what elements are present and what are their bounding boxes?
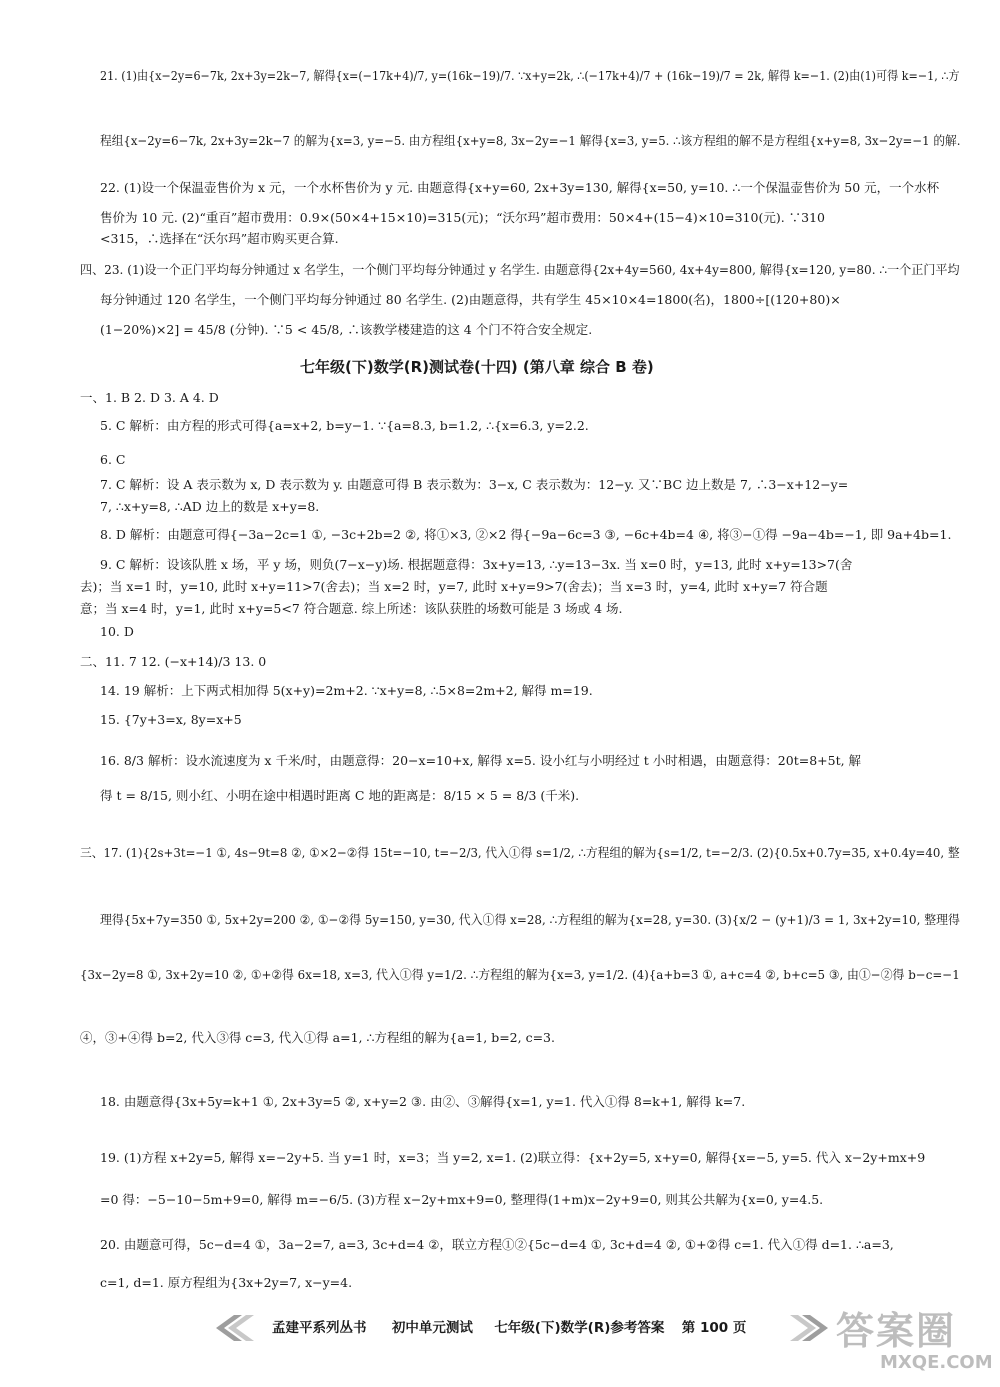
footer-book: 初中单元测试 [391,1320,473,1336]
answer-line: 7, ∴x+y=8, ∴AD 边上的数是 x+y=8. [100,499,320,514]
answer-line: 理得{5x+7y=350 ①, 5x+2y=200 ②, ①−②得 5y=150, y=30, 代入①得 x=28, ∴方程组的解为{x=28, y=30. (3){x/2 − (y+1)/3 = 1, 3x+2y=10, 整理得 [100,912,960,927]
answer-line: 20. 由题意可得，5c−d=4 ①，3a−2=7, a=3, 3c+d=4 ②，联立方程①②{5c−d=4 ①, 3c+d=4 ②, ①+②得 c=1. 代入①得 d=1. ∴a=3, [100,1237,894,1252]
answer-line: {3x−2y=8 ①, 3x+2y=10 ②, ①+②得 6x=18, x=3, 代入①得 y=1/2. ∴方程组的解为{x=3, y=1/2. (4){a+b=3 ①, a+c=4 ②, b+c=5 ③, 由①−②得 b−c=−1 [80,967,960,982]
answer-line: 四、23. (1)设一个正门平均每分钟通过 x 名学生，一个侧门平均每分钟通过 y 名学生. 由题意得{2x+4y=560, 4x+4y=800, 解得{x=120, y=80. ∴一个正门平均 [80,262,960,277]
chevron-left-icon [216,1315,256,1341]
answer-line: 21. (1)由{x−2y=6−7k, 2x+3y=2k−7, 解得{x=(−17k+4)/7, y=(16k−19)/7. ∵x+y=2k, ∴(−17k+4)/7 + (16k−19)/7 = 2k, 解得 k=−1. (2)由(1)可得 k=−1, ∴方 [100,68,960,83]
answer-line: 14. 19 解析：上下两式相加得 5(x+y)=2m+2. ∵x+y=8, ∴5×8=2m+2, 解得 m=19. [100,683,593,698]
answer-line: 5. C 解析：由方程的形式可得{a=x+2, b=y−1. ∵{a=8.3, b=1.2, ∴{x=6.3, y=2.2. [100,418,589,433]
answer-line: 得 t = 8/15, 则小红、小明在途中相遇时距离 C 地的距离是：8/15 × 5 = 8/3 (千米). [100,788,580,803]
answer-line: 三、17. (1){2s+3t=−1 ①, 4s−9t=8 ②, ①×2−②得 15t=−10, t=−2/3, 代入①得 s=1/2, ∴方程组的解为{s=1/2, t=−2/3. (2){0.5x+0.7y=35, x+0.4y=40, 整 [80,845,960,860]
answer-line: 22. (1)设一个保温壶售价为 x 元，一个水杯售价为 y 元. 由题意得{x+y=60, 2x+3y=130, 解得{x=50, y=10. ∴一个保温壶售价为 50 元，一个水杯 [100,180,940,195]
answer-line: 去)；当 x=1 时，y=10, 此时 x+y=11>7(舍去)；当 x=2 时，y=7, 此时 x+y=9>7(舍去)；当 x=3 时，y=4, 此时 x+y=7 符合题 [80,579,828,594]
answer-line: 9. C 解析：设该队胜 x 场，平 y 场，则负(7−x−y)场. 根据题意得：3x+y=13, ∴y=13−3x. 当 x=0 时，y=13, 此时 x+y=13>7(舍 [100,557,853,572]
answer-line: 每分钟通过 120 名学生，一个侧门平均每分钟通过 80 名学生. (2)由题意得，共有学生 45×10×4=1800(名)，1800÷[(120+80)× [100,292,841,307]
answer-line: 19. (1)方程 x+2y=5, 解得 x=−2y+5. 当 y=1 时，x=3；当 y=2, x=1. (2)联立得：{x+2y=5, x+y=0, 解得{x=−5, y=5. 代入 x−2y+mx+9 [100,1150,926,1165]
answer-line: 程组{x−2y=6−7k, 2x+3y=2k−7 的解为{x=3, y=−5. 由方程组{x+y=8, 3x−2y=−1 解得{x=3, y=5. ∴该方程组的解不是方程组{x+y=8, 3x−2y=−1 的解. [100,133,961,148]
answer-line: 10. D [100,624,134,639]
answer-line: 6. C [100,452,126,467]
watermark-url: MXQE.COM [880,1352,993,1373]
answer-line: 15. {7y+3=x, 8y=x+5 [100,712,242,727]
answer-line: 一、1. B 2. D 3. A 4. D [80,390,219,405]
footer-subject: 七年级(下)数学(R)参考答案 [494,1320,665,1336]
answer-line: 售价为 10 元. (2)“重百”超市费用：0.9×(50×4+15×10)=315(元)；“沃尔玛”超市费用：50×4+(15−4)×10=310(元). ∵310 [100,210,826,225]
answer-line: (1−20%)×2] = 45/8 (分钟). ∵5 < 45/8, ∴该教学楼建造的这 4 个门不符合安全规定. [100,322,593,337]
chevron-right-icon [788,1315,828,1341]
answer-line: ④，③+④得 b=2, 代入③得 c=3, 代入①得 a=1, ∴方程组的解为{a=1, b=2, c=3. [80,1030,555,1045]
footer-series: 孟建平系列丛书 [272,1320,367,1336]
watermark-logo: 答案圈 [836,1309,957,1353]
answer-line: 二、11. 7 12. (−x+14)/3 13. 0 [80,654,267,669]
answer-line: 18. 由题意得{3x+5y=k+1 ①, 2x+3y=5 ②, x+y=2 ③. 由②、③解得{x=1, y=1. 代入①得 8=k+1, 解得 k=7. [100,1094,746,1109]
answer-line: <315，∴选择在“沃尔玛”超市购买更合算. [100,231,339,246]
answer-line: =0 得：−5−10−5m+9=0, 解得 m=−6/5. (3)方程 x−2y+mx+9=0, 整理得(1+m)x−2y+9=0, 则其公共解为{x=0, y=4.5. [100,1192,824,1207]
answer-line: 16. 8/3 解析：设水流速度为 x 千米/时，由题意得：20−x=10+x, 解得 x=5. 设小红与小明经过 t 小时相遇，由题意得：20t=8+5t, 解 [100,753,862,768]
answer-line: 意；当 x=4 时，y=1, 此时 x+y=5<7 符合题意. 综上所述：该队获胜的场数可能是 3 场或 4 场. [80,601,623,616]
page-number: 第 100 页 [681,1320,747,1336]
answer-line: 8. D 解析：由题意可得{−3a−2c=1 ①, −3c+2b=2 ②, 将①×3, ②×2 得{−9a−6c=3 ③, −6c+4b=4 ④, 将③−①得 −9a−4b=−1, 即 9a+4b=1. [100,527,952,542]
answer-line: c=1, d=1. 原方程组为{3x+2y=7, x−y=4. [100,1275,353,1290]
section-title: 七年级(下)数学(R)测试卷(十四) (第八章 综合 B 卷) [300,358,654,376]
answer-line: 7. C 解析：设 A 表示数为 x, D 表示数为 y. 由题意可得 B 表示数为：3−x, C 表示数为：12−y. 又∵BC 边上数是 7, ∴3−x+12−y= [100,477,849,492]
